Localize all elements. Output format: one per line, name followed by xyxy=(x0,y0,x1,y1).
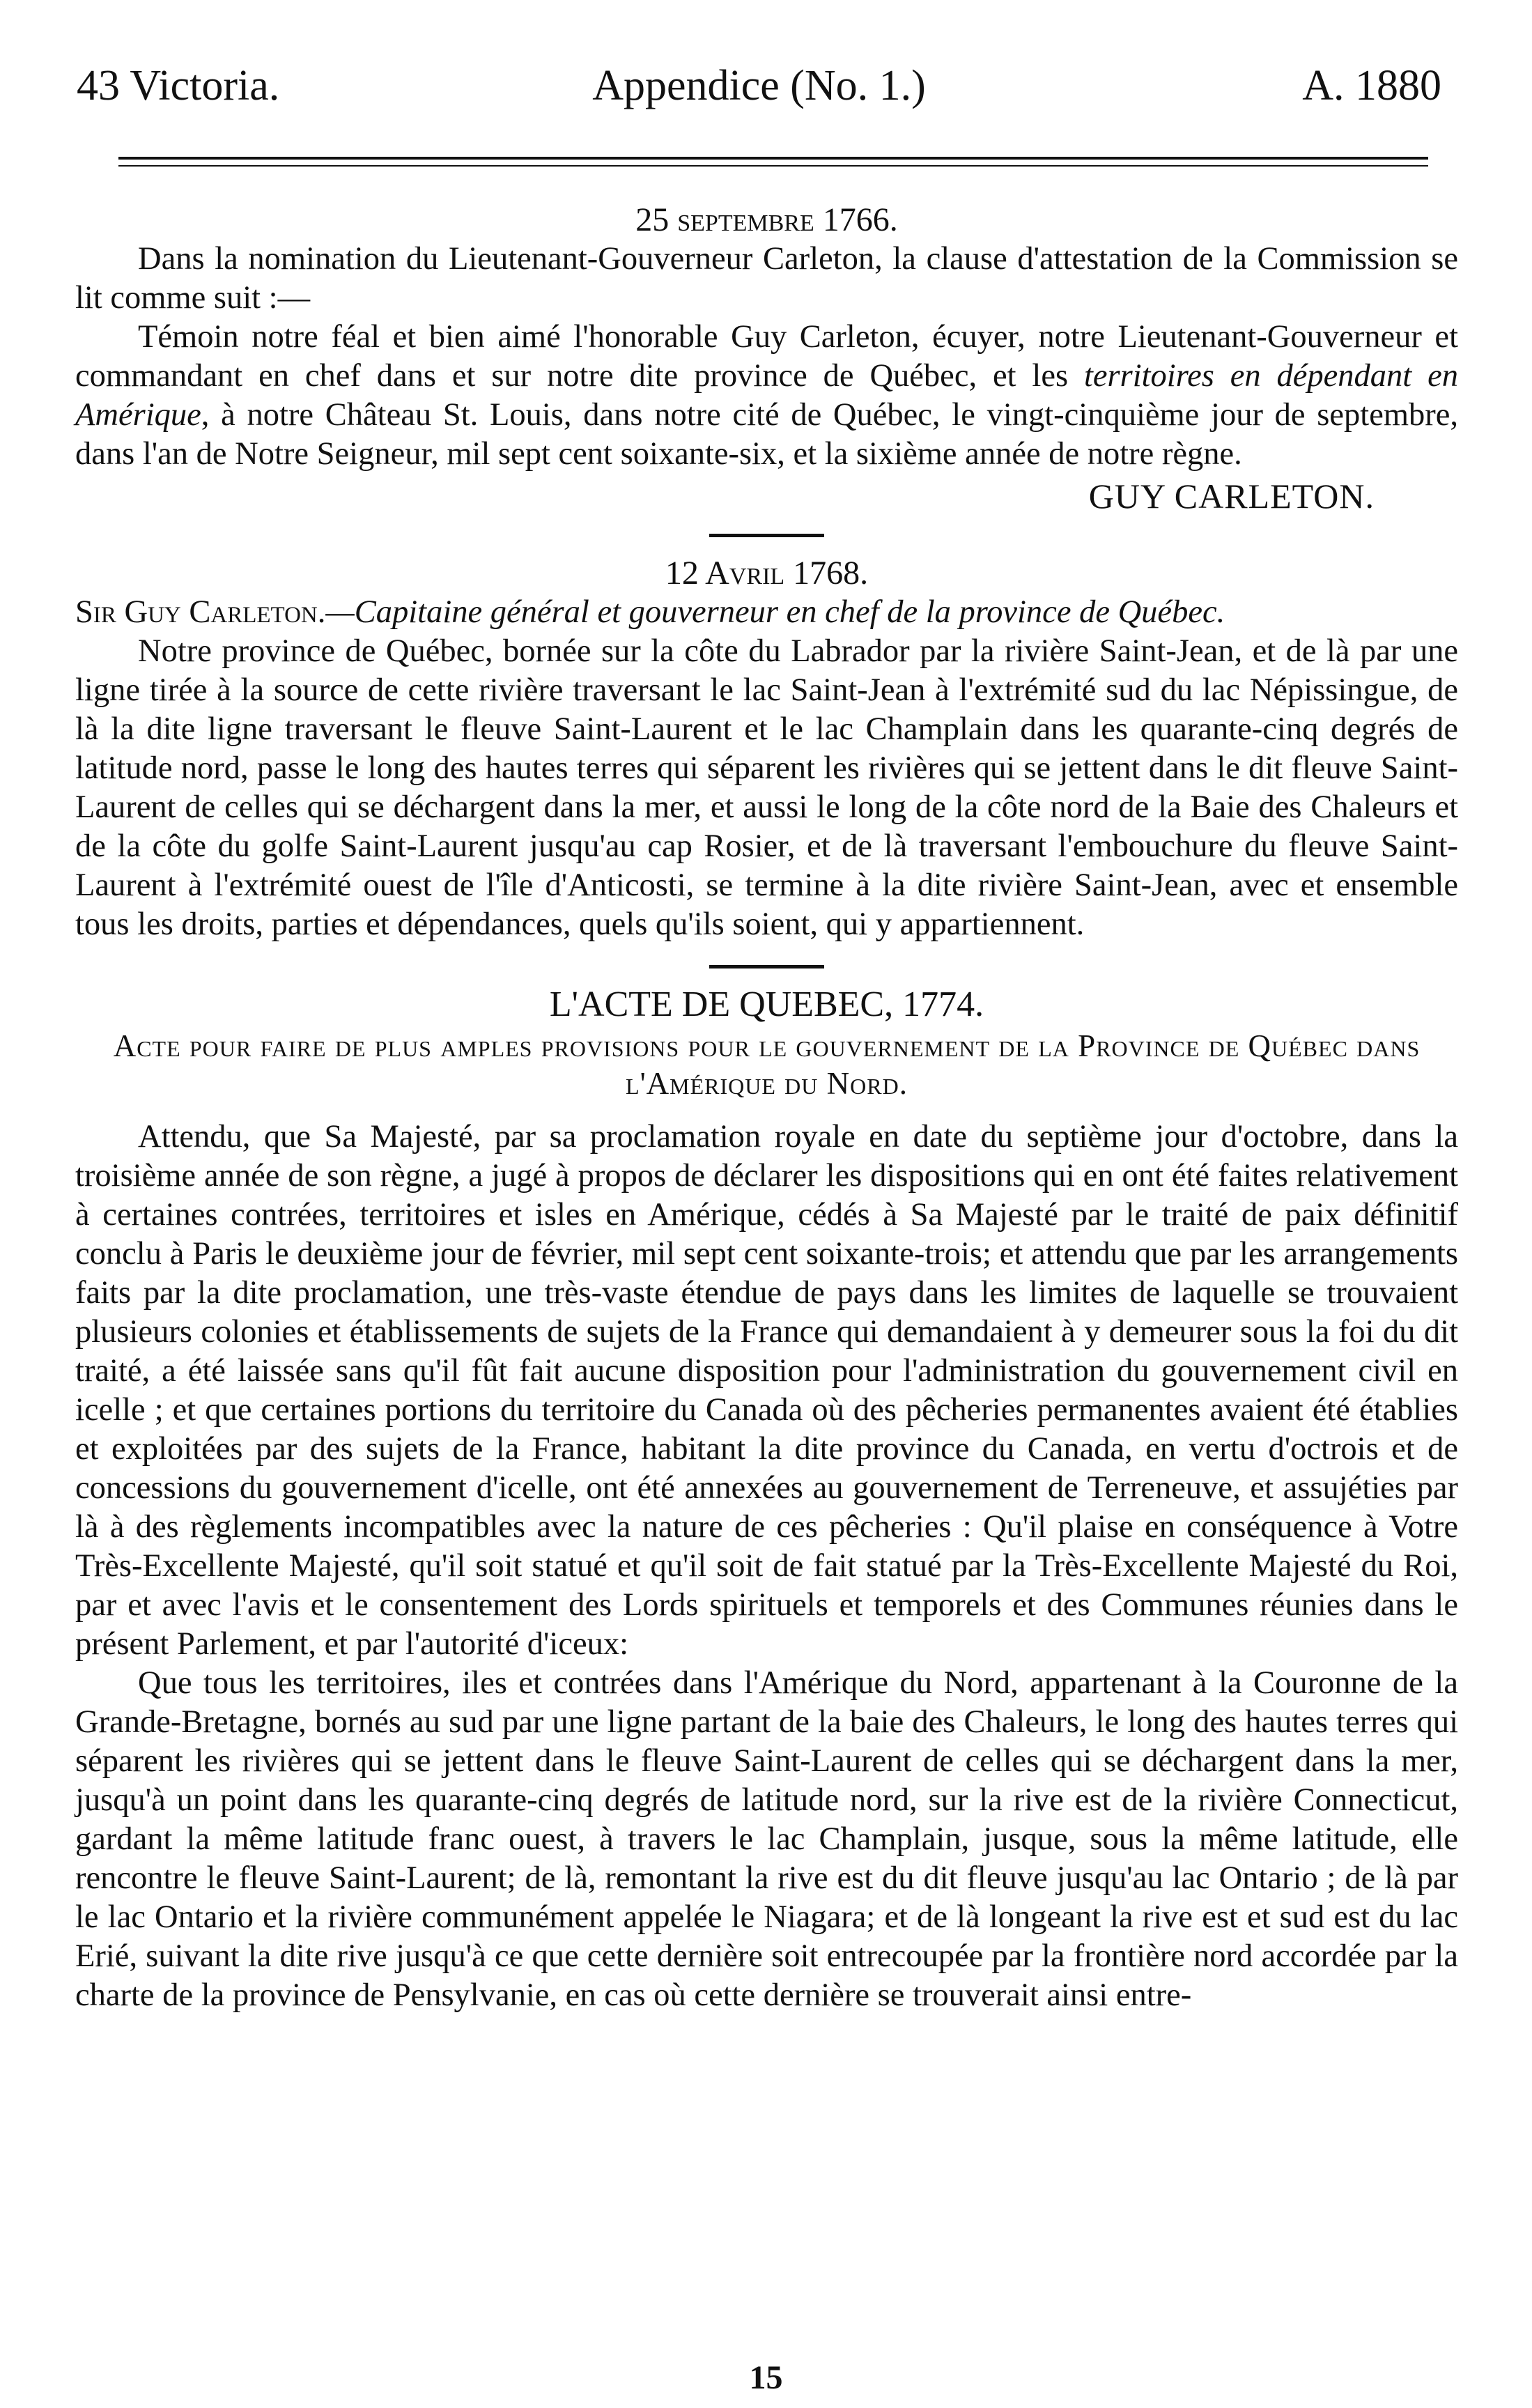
act-paragraph-2: Que tous les territoires, iles et contrées dans l'Amérique du Nord, appartenant à la Couronne de la Grande-Bretagne, bornés au sud par une ligne partant de la baie des Chaleurs, le long des hautes terres qui séparent les rivières qui se jettent dans le fleuve Saint-Laurent de celles qui se déchargent dans la mer, jusqu'à un point dans les quarante-cinq degrés de latitude nord, sur la rive est de la rivière Connecticut, gardant la même latitude franc ouest, à travers le lac Champlain, jusque, sous la même latitude, elle rencontre le fleuve Saint-Laurent; de là, remontant la rive est du dit fleuve jusqu'au lac Ontario ; de là par le lac Ontario et la rivière communément appelée le Niagara; et de là longeant la rive est et sud est du lac Erié, suivant la dite rive jusqu'à ce que cette dernière soit entrecoupée par la frontière nord accordée par la charte de la province de Pensylvanie, en cas où cette dernière se trouverait ainsi entre- xyxy=(75,1665,1458,2013)
section1-body-text-a: Témoin notre féal et bien aimé l'honorable Guy Carleton, écuyer, notre Lieutenant-Gouverneur et commandant en chef dans et sur notre dite province de Québec, et les xyxy=(75,319,1458,394)
header-year: A. 1880 xyxy=(1302,62,1441,109)
act-paragraph-1: Attendu, que Sa Majesté, par sa proclamation royale en date du septième jour d'octobre, dans la troisième année de son règne, a jugé à propos de déclarer les dispositions qui en ont été faites relativement à certaines contrées, territoires et isles en Amérique, cédés à Sa Majesté par le traité de paix définitif conclu à Paris le deuxième jour de février, mil sept cent soixante-trois; et attendu que par les arrangements faits par la dite proclamation, une très-vaste étendue de pays dans les limites de laquelle se trouvaient plusieurs colonies et établissements de sujets de la France qui demandaient à y demeurer sous la foi du dit traité, a été laissée sans qu'il fût fait aucune disposition pour l'administration du gouvernement civil en icelle ; et que certaines portions du territoire du Canada où des pêcheries permanentes avaient été établies et exploitées par des sujets de la France, habitant la dite province du Canada, en vertu d'octrois et de concessions du gouvernement d'icelle, ont été annexées au gouvernement de Terreneuve, et assujéties par là à des règlements incompatibles avec la nature de ces pêcheries : Qu'il plaise en conséquence à Votre Très-Excellente Majesté, qu'il soit statué et qu'il soit de fait statué par la Très-Excellente Majesté du Roi, par et avec l'avis et le consentement des Lords spirituels et temporels et des Communes réunies dans le présent Parlement, et par l'autorité d'iceux: xyxy=(75,1119,1458,1662)
header-rule xyxy=(118,157,1428,167)
section1-body-italic: territoires en dépendant en Amérique xyxy=(75,358,1458,433)
document-body xyxy=(75,201,1458,2015)
act-subtitle: Acte pour faire de plus amples provisions pour le gouvernement de la Province de Québec dans l'Amérique du Nord. xyxy=(113,1028,1421,1101)
section2-paragraph: Notre province de Québec, bornée sur la côte du Labrador par la rivière Saint-Jean, et de là par une ligne tirée à la source de cette rivière traversant le lac Saint-Jean à l'extrémité sud du lac Népissingue, de là la dite ligne traversant le fleuve Saint-Laurent et le lac Champlain dans les quarante-cinq degrés de latitude nord, passe le long des hautes terres qui séparent les rivières qui se jettent dans le dit fleuve Saint-Laurent de celles qui se déchargent dans la mer, et aussi le long de la côte nord de la Baie des Chaleurs et de la côte du golfe Saint-Laurent jusqu'au cap Rosier, et de là traversant l'embouchure du fleuve Saint-Laurent à l'extrémité ouest de l'île d'Anticosti, se termine à la dite rivière Saint-Jean, avec et ensemble tous les droits, parties et dépendances, quels qu'ils soient, qui y appartiennent. xyxy=(75,633,1458,942)
section1-body-text-b: , à notre Château St. Louis, dans notre cité de Québec, le vingt-cinquième jour de septembre, dans l'an de Notre Seigneur, mil sept cent soixante-six, et la sixième année de notre règne. xyxy=(75,397,1458,472)
page-number: 15 xyxy=(749,2359,783,2396)
section1-intro: Dans la nomination du Lieutenant-Gouverneur Carleton, la clause d'attestation de la Commission se lit comme suit :— xyxy=(75,241,1458,316)
section1-body xyxy=(75,318,1458,474)
header-session: 43 Victoria. xyxy=(77,62,280,109)
header-appendix: Appendice (No. 1.) xyxy=(592,62,926,109)
section2-addressee: Sir Guy Carleton. xyxy=(75,594,326,630)
section1-date: 25 septembre 1766. xyxy=(635,201,898,238)
section-divider xyxy=(709,965,824,968)
signature: GUY CARLETON. xyxy=(1088,477,1375,516)
section-divider xyxy=(709,534,824,537)
section2-address xyxy=(75,593,1458,632)
section2-date: 12 Avril 1768. xyxy=(665,555,869,592)
section2-title: —Capitaine général et gouverneur en chef de la province de Québec. xyxy=(325,594,1225,630)
act-heading: L'ACTE DE QUEBEC, 1774. xyxy=(549,985,984,1024)
running-header xyxy=(77,61,1441,124)
